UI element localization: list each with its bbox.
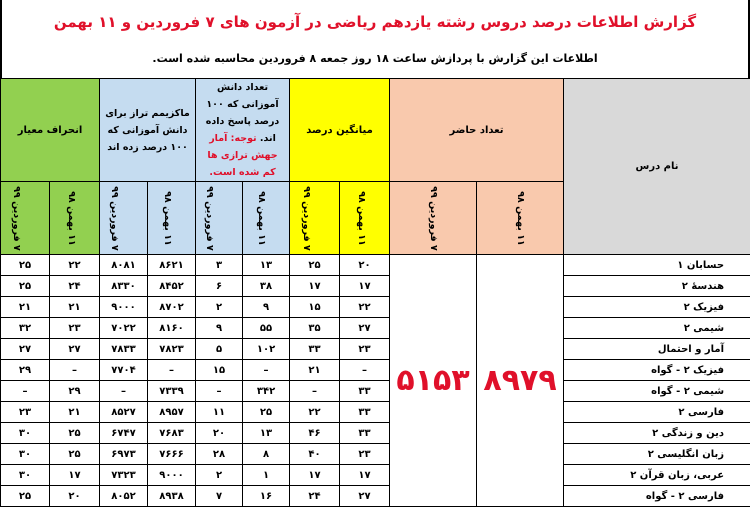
subheader-full-farvardin <box>196 182 243 255</box>
full-farvardin-cell: ۳ <box>196 255 243 276</box>
full-bahman-cell: ۱۰۲ <box>243 339 290 360</box>
full-farvardin-cell: ۲۸ <box>196 444 243 465</box>
max-bahman-cell: ۸۴۵۲ <box>148 276 196 297</box>
avg-bahman-cell: ۱۷ <box>340 465 390 486</box>
max-bahman-cell: ۷۶۸۳ <box>148 423 196 444</box>
subheader-full-bahman <box>243 182 290 255</box>
lesson-name-cell: شیمی ۲ <box>564 318 750 339</box>
stddev-bahman-cell: ۲۵ <box>50 423 100 444</box>
stddev-bahman-cell: ۲۳ <box>50 318 100 339</box>
stddev-farvardin-cell: ۳۰ <box>1 423 50 444</box>
header-max-level: ماکزیمم تراز برای دانش آموزانی که ۱۰۰ درصد زده اند <box>100 79 196 182</box>
max-bahman-cell: ۷۸۲۳ <box>148 339 196 360</box>
stddev-farvardin-cell: ۲۱ <box>1 297 50 318</box>
lesson-name-cell: زبان انگلیسی ۲ <box>564 444 750 465</box>
avg-bahman-cell: ۱۷ <box>340 276 390 297</box>
avg-bahman-cell: ۲۷ <box>340 486 390 507</box>
max-farvardin-cell: ۷۰۲۲ <box>100 318 148 339</box>
max-farvardin-cell: ۷۷۰۴ <box>100 360 148 381</box>
table-body <box>1 255 750 507</box>
date-label: ۷ فروردین ۹۹ <box>301 185 313 251</box>
header-full-score-count <box>196 79 290 182</box>
full-farvardin-cell: ۹ <box>196 318 243 339</box>
full-bahman-cell: ۱ <box>243 465 290 486</box>
full-bahman-cell: ۹ <box>243 297 290 318</box>
avg-farvardin-cell: ۱۷ <box>290 276 340 297</box>
report-table <box>0 78 750 507</box>
stddev-farvardin-cell: ۲۵ <box>1 276 50 297</box>
subheader-stddev-farvardin <box>1 182 50 255</box>
subheader-average-farvardin <box>290 182 340 255</box>
stddev-farvardin-cell: ۲۳ <box>1 402 50 423</box>
max-farvardin-cell: ۶۹۷۳ <box>100 444 148 465</box>
stddev-bahman-cell: ۲۱ <box>50 402 100 423</box>
table-row <box>1 381 750 402</box>
lesson-name-cell: آمار و احتمال <box>564 339 750 360</box>
date-label: ۱۱ بهمن ۹۸ <box>514 190 526 246</box>
report-subtitle: اطلاعات این گزارش با پردازش ساعت ۱۸ روز جمعه ۸ فروردین محاسبه شده است. <box>152 51 598 65</box>
full-bahman-cell: ۱۳ <box>243 423 290 444</box>
stddev-farvardin-cell: ۳۰ <box>1 465 50 486</box>
avg-farvardin-cell: ۲۱ <box>290 360 340 381</box>
full-bahman-cell: ۱۶ <box>243 486 290 507</box>
header-attendance: تعداد حاضر <box>390 79 564 182</box>
lesson-name-cell: شیمی ۲ - گواه <box>564 381 750 402</box>
stddev-bahman-cell: ۲۴ <box>50 276 100 297</box>
table-row <box>1 444 750 465</box>
full-bahman-cell: ۸ <box>243 444 290 465</box>
avg-bahman-cell: ۲۳ <box>340 444 390 465</box>
avg-farvardin-cell: ۲۴ <box>290 486 340 507</box>
stddev-farvardin-cell: ۳۲ <box>1 318 50 339</box>
attendance-farvardin-value: ۵۱۵۳ <box>390 255 477 507</box>
avg-farvardin-cell: ۲۵ <box>290 255 340 276</box>
max-bahman-cell: – <box>148 360 196 381</box>
lesson-name-cell: حسابان ۱ <box>564 255 750 276</box>
header-stddev: انحراف معیار <box>1 79 100 182</box>
table-row <box>1 423 750 444</box>
header-lesson: نام درس <box>564 79 750 255</box>
subheader-max-bahman <box>148 182 196 255</box>
table-row <box>1 339 750 360</box>
report-title: گزارش اطلاعات درصد دروس رشته یازدهم ریاضی در آزمون های ۷ فروردین و ۱۱ بهمن <box>53 13 697 31</box>
stddev-farvardin-cell: ۲۷ <box>1 339 50 360</box>
max-farvardin-cell: ۸۳۳۰ <box>100 276 148 297</box>
max-farvardin-cell: ۸۰۸۱ <box>100 255 148 276</box>
stddev-bahman-cell: – <box>50 360 100 381</box>
max-farvardin-cell: ۶۷۴۷ <box>100 423 148 444</box>
full-farvardin-cell: ۱۱ <box>196 402 243 423</box>
avg-bahman-cell: ۲۰ <box>340 255 390 276</box>
stddev-bahman-cell: ۲۰ <box>50 486 100 507</box>
date-label: ۱۱ بهمن ۹۸ <box>162 190 174 246</box>
avg-farvardin-cell: ۱۵ <box>290 297 340 318</box>
stddev-bahman-cell: ۲۲ <box>50 255 100 276</box>
avg-bahman-cell: ۲۲ <box>340 297 390 318</box>
table-row <box>1 318 750 339</box>
stddev-farvardin-cell: ۲۵ <box>1 486 50 507</box>
max-bahman-cell: ۸۶۲۱ <box>148 255 196 276</box>
date-label: ۷ فروردین ۹۹ <box>109 185 121 251</box>
stddev-farvardin-cell: ۲۹ <box>1 360 50 381</box>
lesson-name-cell: فیزیک ۲ - گواه <box>564 360 750 381</box>
lesson-name-cell: دین و زندگی ۲ <box>564 423 750 444</box>
max-farvardin-cell: ۹۰۰۰ <box>100 297 148 318</box>
table-row <box>1 465 750 486</box>
date-label: ۷ فروردین ۹۹ <box>11 185 23 251</box>
full-bahman-cell: ۲۵ <box>243 402 290 423</box>
table-row <box>1 486 750 507</box>
max-farvardin-cell: ۷۸۳۳ <box>100 339 148 360</box>
max-bahman-cell: ۸۱۶۰ <box>148 318 196 339</box>
date-label: ۷ فروردین ۹۹ <box>427 185 439 251</box>
full-farvardin-cell: – <box>196 381 243 402</box>
full-bahman-cell: ۳۴۲ <box>243 381 290 402</box>
stddev-bahman-cell: ۲۵ <box>50 444 100 465</box>
table-row <box>1 255 750 276</box>
lesson-name-cell: فارسی ۲ <box>564 402 750 423</box>
full-farvardin-cell: ۱۵ <box>196 360 243 381</box>
max-farvardin-cell: ۸۰۵۲ <box>100 486 148 507</box>
avg-farvardin-cell: ۲۲ <box>290 402 340 423</box>
avg-bahman-cell: – <box>340 360 390 381</box>
avg-bahman-cell: ۳۳ <box>340 423 390 444</box>
lesson-name-cell: فیزیک ۲ <box>564 297 750 318</box>
max-farvardin-cell: ۸۵۲۷ <box>100 402 148 423</box>
stddev-bahman-cell: ۲۱ <box>50 297 100 318</box>
avg-farvardin-cell: ۳۵ <box>290 318 340 339</box>
max-bahman-cell: ۸۹۳۸ <box>148 486 196 507</box>
full-bahman-cell: ۳۸ <box>243 276 290 297</box>
avg-bahman-cell: ۳۳ <box>340 402 390 423</box>
table-row <box>1 276 750 297</box>
date-label: ۷ فروردین ۹۹ <box>204 185 216 251</box>
header-average: میانگین درصد <box>290 79 390 182</box>
avg-farvardin-cell: ۱۷ <box>290 465 340 486</box>
lesson-name-cell: فارسی ۲ - گواه <box>564 486 750 507</box>
max-bahman-cell: ۸۷۰۲ <box>148 297 196 318</box>
subheader-max-farvardin <box>100 182 148 255</box>
max-bahman-cell: ۷۶۶۶ <box>148 444 196 465</box>
stddev-bahman-cell: ۲۷ <box>50 339 100 360</box>
full-farvardin-cell: ۲ <box>196 465 243 486</box>
table-row <box>1 297 750 318</box>
stddev-farvardin-cell: ۲۵ <box>1 255 50 276</box>
subheader-stddev-bahman <box>50 182 100 255</box>
avg-farvardin-cell: ۳۳ <box>290 339 340 360</box>
max-bahman-cell: ۷۳۳۹ <box>148 381 196 402</box>
table-row <box>1 360 750 381</box>
avg-bahman-cell: ۲۷ <box>340 318 390 339</box>
max-farvardin-cell: – <box>100 381 148 402</box>
full-count-note: توجه: آمار جهش ترازی ها کم شده است. <box>207 133 278 178</box>
attendance-bahman-value: ۸۹۷۹ <box>477 255 564 507</box>
avg-farvardin-cell: ۴۰ <box>290 444 340 465</box>
max-bahman-cell: ۹۰۰۰ <box>148 465 196 486</box>
subheader-attendance-bahman <box>477 182 564 255</box>
stddev-farvardin-cell: ۳۰ <box>1 444 50 465</box>
full-farvardin-cell: ۵ <box>196 339 243 360</box>
avg-bahman-cell: ۲۳ <box>340 339 390 360</box>
table-row <box>1 402 750 423</box>
lesson-name-cell: عربی، زبان قرآن ۲ <box>564 465 750 486</box>
avg-farvardin-cell: – <box>290 381 340 402</box>
stddev-farvardin-cell: – <box>1 381 50 402</box>
stddev-bahman-cell: ۲۹ <box>50 381 100 402</box>
avg-bahman-cell: ۳۳ <box>340 381 390 402</box>
full-farvardin-cell: ۷ <box>196 486 243 507</box>
full-farvardin-cell: ۲ <box>196 297 243 318</box>
avg-farvardin-cell: ۴۶ <box>290 423 340 444</box>
full-bahman-cell: ۵۵ <box>243 318 290 339</box>
lesson-name-cell: هندسهٔ ۲ <box>564 276 750 297</box>
full-farvardin-cell: ۲۰ <box>196 423 243 444</box>
full-bahman-cell: – <box>243 360 290 381</box>
max-bahman-cell: ۸۹۵۷ <box>148 402 196 423</box>
full-farvardin-cell: ۶ <box>196 276 243 297</box>
date-label: ۱۱ بهمن ۹۸ <box>256 190 268 246</box>
subheader-average-bahman <box>340 182 390 255</box>
full-count-text: تعداد دانش آموزانی که ۱۰۰ درصد پاسخ داده اند. <box>205 82 280 144</box>
date-label: ۱۱ بهمن ۹۸ <box>66 190 78 246</box>
stddev-bahman-cell: ۱۷ <box>50 465 100 486</box>
full-bahman-cell: ۱۳ <box>243 255 290 276</box>
date-label: ۱۱ بهمن ۹۸ <box>356 190 368 246</box>
subheader-attendance-farvardin <box>390 182 477 255</box>
max-farvardin-cell: ۷۳۲۳ <box>100 465 148 486</box>
